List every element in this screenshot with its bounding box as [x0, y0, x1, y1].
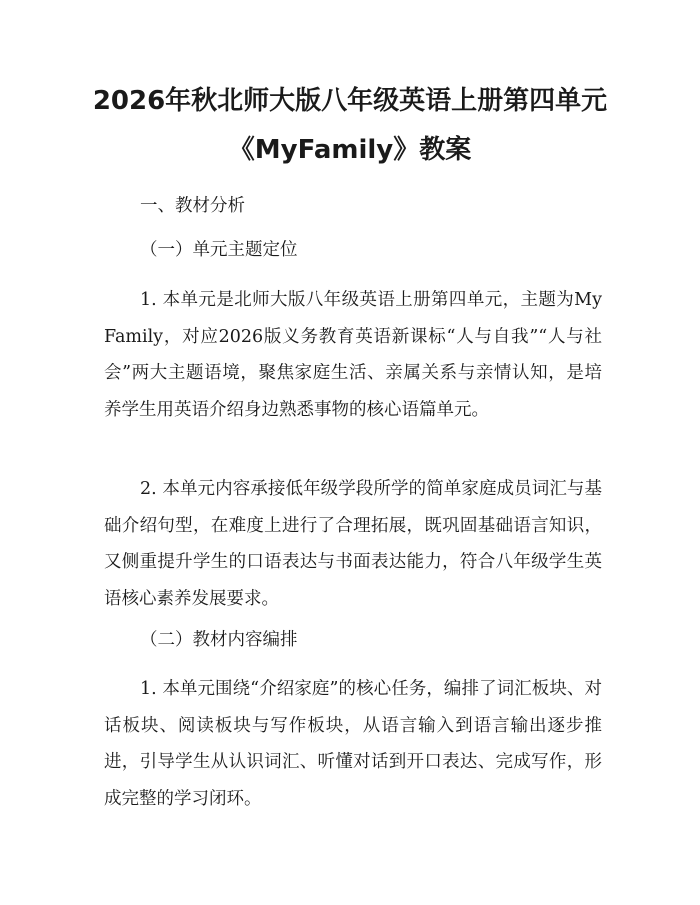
document-title-line2: 《MyFamily》教案 [228, 135, 472, 165]
subsection-heading-content-arrangement: （二）教材内容编排 [140, 630, 298, 650]
subsection-heading-unit-theme: （一）单元主题定位 [140, 240, 298, 260]
paragraph-unit-theme-2: 2. 本单元内容承接低年级学段所学的简单家庭成员词汇与基础介绍句型，在难度上进行了合理拓展，既巩固基础语言知识，又侧重提升学生的口语表达与书面表达能力，符合八年级学生英语核心素养发展要求。 [104, 479, 602, 609]
paragraph-content-arrangement-1: 1. 本单元围绕“介绍家庭”的核心任务，编排了词汇板块、对话板块、阅读板块与写作板块，从语言输入到语言输出逐步推进，引导学生从认识词汇、听懂对话到开口表达、完成写作，形成完整的学习闭环。 [104, 679, 602, 809]
paragraph-unit-theme-1: 1. 本单元是北师大版八年级英语上册第四单元，主题为My Family，对应2026版义务教育英语新课标“人与自我”“人与社会”两大主题语境，聚焦家庭生活、亲属关系与亲情认知，是培养学生用英语介绍身边熟悉事物的核心语篇单元。 [104, 290, 602, 420]
document-title-line1: 2026年秋北师大版八年级英语上册第四单元 [92, 86, 608, 116]
section-heading-textbook-analysis: 一、教材分析 [140, 196, 245, 216]
